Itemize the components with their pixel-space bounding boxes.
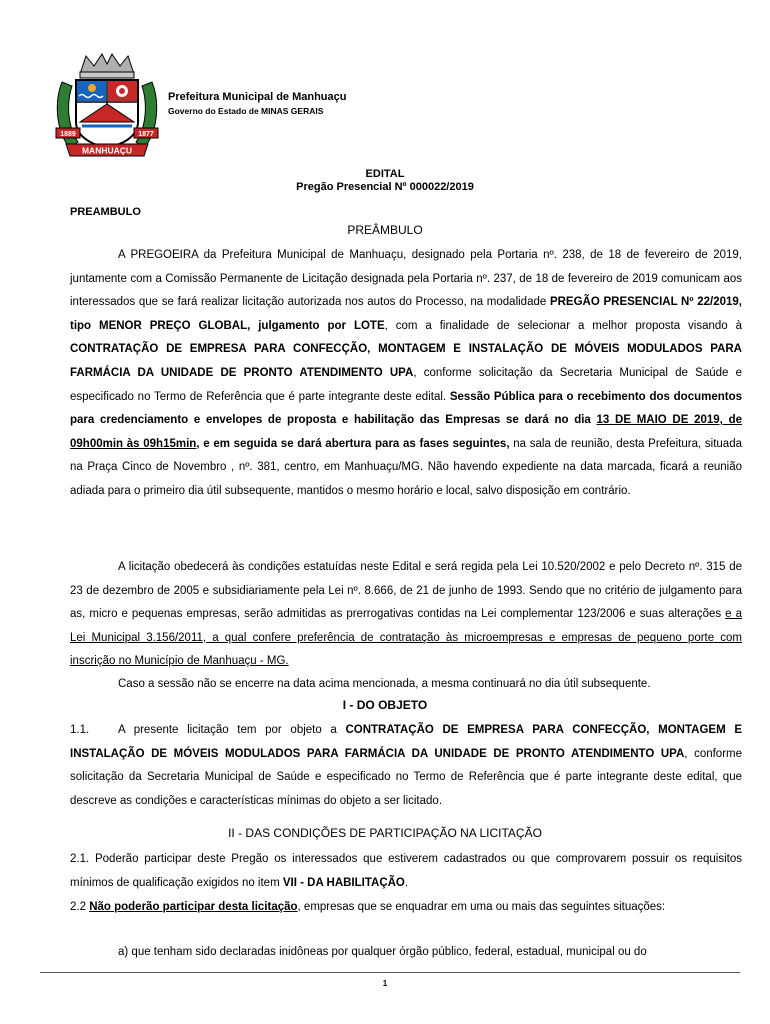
section-1-paragraph [70,719,742,813]
preambulo-label: PREAMBULO [70,206,141,218]
seal-year-left: 1889 [60,131,76,138]
item-a-text: que tenham sido declaradas inidôneas por qualquer órgão público, federal, estadual, municipal ou do [128,946,647,958]
seal-year-right: 1877 [138,131,154,138]
preambulo-heading: PREÂMBULO [347,223,423,237]
letterhead [52,52,452,162]
footer-divider [40,972,740,973]
seal-banner: MANHUAÇU [81,145,133,156]
item-2-2-paragraph [70,896,742,920]
p1-object: CONTRATAÇÃO DE EMPRESA PARA CONFECÇÃO, MONTAGEM E INSTALAÇÃO DE MÓVEIS MODULADOS PARA FARMÁCIA DA UNIDADE DE PRONTO ATENDIMENTO UPA [70,343,742,379]
s1-text-a: A presente licitação tem por objeto a [118,724,346,736]
s22-number: 2.2 [70,901,90,913]
org-name: Prefeitura Municipal de Manhuaçu [168,91,347,103]
item-a-label: a) [118,946,129,958]
document-title: EDITAL [365,168,405,180]
s1-text-c: , conforme solicitação da Secretaria Municipal de Saúde e especificado no Termo de Referência que é parte integrante deste edital, que descreve as condições e características mínimas do objeto a ser licitado. [70,747,743,807]
s21-text-c: . [404,876,409,889]
s22-text-c: , empresas que se enquadrar em uma ou mais das seguintes situações: [297,901,666,913]
s1-object: CONTRATAÇÃO DE EMPRESA PARA CONFECÇÃO, MONTAGEM E INSTALAÇÃO DE MÓVEIS MODULADOS PARA FARMÁCIA DA UNIDADE DE PRONTO ATENDIMENTO UPA [70,724,742,760]
item-a-line [118,942,647,962]
p2-municipal-law: e a Lei Municipal 3.156/2011, a qual confere preferência de contratação às microempresas e empresas de pequeno porte com inscrição no Município de Manhuaçu - MG. [70,608,742,668]
org-subtitle: Governo do Estado de MINAS GERAIS [168,106,324,116]
section-1-heading: I - DO OBJETO [342,698,428,712]
p1-modality: PREGÃO PRESENCIAL Nº 22/2019, tipo MENOR PREÇO GLOBAL, julgamento por LOTE [70,296,743,332]
p1-session: Sessão Pública para o recebimento dos documentos para credenciamento e envelopes de proposta e habilitação das Empresas se dará no dia [70,390,743,427]
legal-basis-paragraph [70,556,742,674]
p1-session-date: 13 DE MAIO DE 2019, de 09h00min às 09h15min [70,414,742,450]
p1-text-e: , conforme solicitação da Secretaria Municipal de Saúde e especificado no Termo de Referência que é parte integrante deste edital. [70,366,743,403]
page-number: 1 [382,979,388,988]
preamble-paragraph [70,244,742,504]
item-number: 1.1. [70,724,90,736]
item-2-1-paragraph [70,848,742,895]
p1-next-phases: , e em seguida se dará abertura para as fases seguintes, [196,437,510,450]
s21-text-a: 2.1. Poderão participar deste Pregão os interessados que estiverem cadastrados ou que comprovarem possuir os requisitos mínimos de qualificação exigidos no item [70,853,742,889]
municipal-coat-of-arms-icon [52,52,162,160]
org-block [168,90,346,118]
p2-text-a: A licitação obedecerá às condições estatuídas neste Edital e será regida pela Lei 10.520/2002 e pelo Decreto nº. 315 de 23 de dezembro de 2005 e subsidiariamente pela Lei nº. 8.666, de 21 de junho de 1993. Sendo que no critério de julgamento para as, micro e pequenas empresas, serão admitidas as prerrogativas contidas na Lei complementar 123/2006 e suas alterações [70,561,742,621]
p1-text-c: , com a finalidade de selecionar a melhor proposta visando à [384,319,743,332]
s22-restriction: Não poderão participar desta licitação [89,901,298,913]
session-continuation-text: Caso a sessão não se encerre na data acima mencionada, a mesma continuará no dia útil subsequente. [118,678,651,690]
s21-habilitacao: VII - DA HABILITAÇÃO [282,876,405,889]
section-2-heading: II - DAS CONDIÇÕES DE PARTICIPAÇÃO NA LICITAÇÃO [228,826,542,840]
document-subtitle: Pregão Presencial Nº 000022/2019 [296,181,474,193]
p1-text-a: A PREGOEIRA da Prefeitura Municipal de Manhuaçu, designado pela Portaria nº. 238, de 18 de fevereiro de 2019, juntamente com a Comissão Permanente de Licitação designada pela Portaria nº. 237, de 18 de fevereiro de 2019 comunicam aos interessados que se fará realizar licitação autorizada nos autos do Processo, na modalidade [70,249,742,309]
p1-text-i: na sala de reunião, desta Prefeitura, situada na Praça Cinco de Novembro , nº. 381, centro, em Manhuaçu/MG. Não havendo expediente na data marcada, ficará a reunião adiada para o primeiro dia útil subsequente, mantidos o mesmo horário e local, salvo disposição em contrário. [70,437,742,497]
